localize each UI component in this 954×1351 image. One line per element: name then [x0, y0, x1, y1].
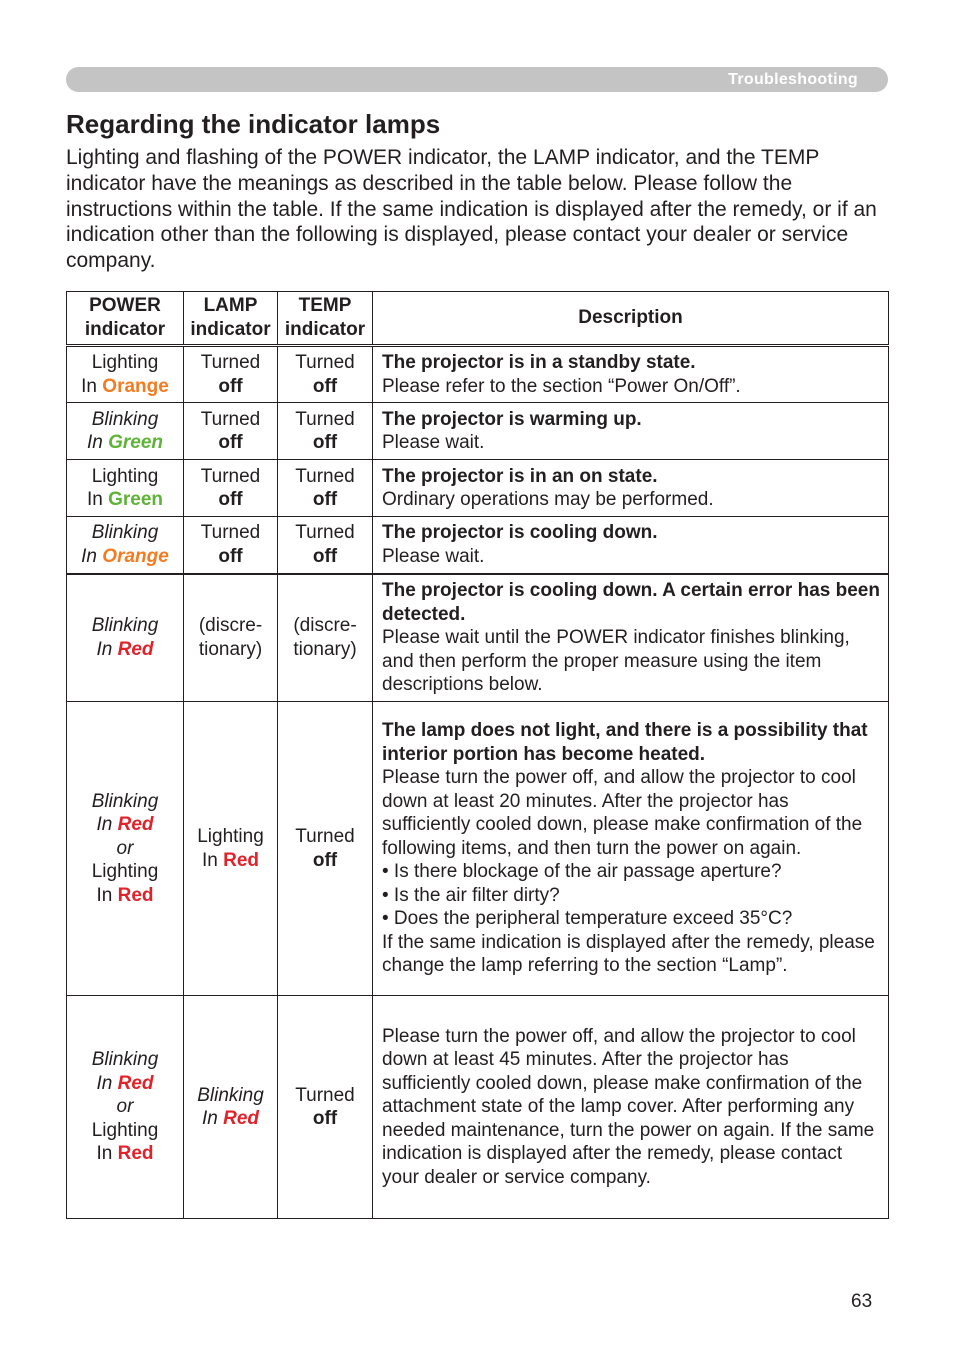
temp-cell: Turned off: [278, 517, 373, 574]
description-cell: The projector is in an on state. Ordinary operations may be performed.: [373, 460, 889, 517]
column-header-description: Description: [373, 292, 889, 346]
description-cell: The projector is cooling down. A certain error has been detected. Please wait until the POWER indicator finishes blinking, and then perform the proper measure using the item descriptions below.: [373, 574, 889, 702]
power-cell: Lighting In Green: [67, 460, 184, 517]
power-cell: Lighting In Orange: [67, 346, 184, 403]
table-row: [67, 403, 889, 460]
indicator-table: [66, 291, 889, 1219]
power-cell: Blinking In Red: [67, 574, 184, 702]
intro-paragraph: Lighting and flashing of the POWER indicator, the LAMP indicator, and the TEMP indicator have the meanings as described in the table below. Please follow the instructions within the table. If the same indication is displayed after the remedy, or if an indication other than the following is displayed, please contact your dealer or service company.: [66, 146, 877, 273]
description-cell: The lamp does not light, and there is a possibility that interior portion has become heated. Please turn the power off, and allow the projector to cool down at least 20 minutes. After the projector has sufficiently cooled down, please make confirmation of the following items, and then turn the power on again. • Is there blockage of the air passage aperture? • Is the air filter dirty? • Does the peripheral temperature exceed 35°C? If the same indication is displayed after the remedy, please change the lamp referring to the section “Lamp”.: [373, 702, 889, 996]
column-header-power: POWER indicator: [67, 292, 184, 346]
table-row: [67, 702, 889, 996]
temp-cell: Turned off: [278, 702, 373, 996]
description-cell: The projector is in a standby state. Please refer to the section “Power On/Off”.: [373, 346, 889, 403]
table-header-row: [67, 292, 889, 346]
lamp-cell: Blinking In Red: [184, 996, 278, 1219]
section-label: Troubleshooting: [728, 71, 858, 88]
lamp-cell: Turned off: [184, 346, 278, 403]
power-cell: Blinking In Orange: [67, 517, 184, 574]
table-row: [67, 346, 889, 403]
lamp-cell: Turned off: [184, 517, 278, 574]
section-header-bar: [66, 67, 888, 92]
page-number: 63: [851, 1291, 873, 1312]
column-header-lamp: LAMP indicator: [184, 292, 278, 346]
temp-cell: (discre- tionary): [278, 574, 373, 702]
table-row: [67, 574, 889, 702]
temp-cell: Turned off: [278, 403, 373, 460]
description-cell: The projector is warming up. Please wait.: [373, 403, 889, 460]
column-header-temp: TEMP indicator: [278, 292, 373, 346]
temp-cell: Turned off: [278, 346, 373, 403]
table-row: [67, 460, 889, 517]
table-row: [67, 996, 889, 1219]
description-cell: The projector is cooling down. Please wait.: [373, 517, 889, 574]
lamp-cell: Turned off: [184, 403, 278, 460]
lamp-cell: Lighting In Red: [184, 702, 278, 996]
description-cell: Please turn the power off, and allow the projector to cool down at least 45 minutes. After the projector has sufficiently cooled down, please make confirmation of the attachment state of the lamp cover. After performing any needed maintenance, turn the power on again. If the same indication is displayed after the remedy, please contact your dealer or service company.: [373, 996, 889, 1219]
power-cell: Blinking In Red or Lighting In Red: [67, 702, 184, 996]
temp-cell: Turned off: [278, 996, 373, 1219]
table-row: [67, 517, 889, 574]
power-cell: Blinking In Green: [67, 403, 184, 460]
page-title: Regarding the indicator lamps: [66, 109, 441, 139]
temp-cell: Turned off: [278, 460, 373, 517]
power-cell: Blinking In Red or Lighting In Red: [67, 996, 184, 1219]
lamp-cell: (discre- tionary): [184, 574, 278, 702]
lamp-cell: Turned off: [184, 460, 278, 517]
